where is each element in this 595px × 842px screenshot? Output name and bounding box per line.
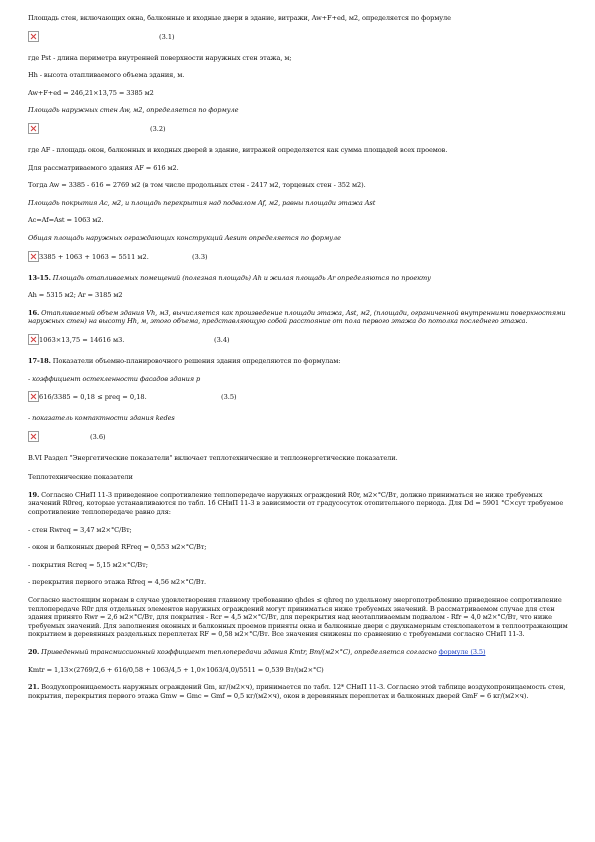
paragraph: Площадь наружных стен Aw, м2, определяется по формуле: [28, 106, 239, 115]
list-item: - перекрытия первого этажа Rfreq = 4,56 м2×°С/Вт.: [28, 578, 206, 587]
paragraph: Ac=Af=Ast = 1063 м2.: [28, 216, 104, 225]
paragraph: Aw+F+ed = 246,21×13,75 = 3385 м2: [28, 88, 154, 97]
paragraph: [28, 648, 568, 657]
broken-image-icon: [28, 31, 39, 42]
formula-number: (3.1): [159, 32, 175, 41]
formula-row: [28, 391, 568, 405]
formula-link[interactable]: формуле (3.5): [438, 648, 486, 656]
list-item: - стен Rwreq = 3,47 м2×°С/Вт;: [28, 525, 132, 534]
item-number: 21.: [28, 683, 40, 692]
paragraph: Ah = 5315 м2; Ar = 3185 м2: [28, 291, 123, 300]
paragraph: Общая площадь наружных ограждающих конструкций Aesum определяется по формуле: [28, 233, 341, 242]
paragraph: Согласно настоящим нормам в случае удовлетворения главному требованию qhdes ≤ qhreq по удельному энергопотреблению приведенное сопротивление теплопередаче R0r для отдельных элементов наружных ограждений могут приниматься ниже требуемых значений. В рассматриваемом случае для стен здания принято Rwr = 2,6 м2×°С/Вт, для покрытия - Rcr = 4,5 м2×°С/Вт, для перекрытия над неотапливаемым подвалом - Rfr = 4,0 м2×°С/Вт, что ниже требуемых значений. Для заполнения оконных и балконных проемов приняты окна и балконные двери с двухкамерным стеклопакетом в теплоотражающим покрытием в деревянных раздельных переплетах RF = 0,58 м2×°С/Вт. Все значения снижены по сравнению с требуемыми согласно СНиП 11-3.: [28, 596, 568, 639]
formula-row: [28, 31, 568, 45]
broken-image-icon: [28, 123, 39, 134]
paragraph: [28, 309, 568, 326]
paragraph: [28, 357, 568, 366]
paragraph: Площадь стен, включающих окна, балконные и входные двери в здание, витражи, Aw+F+ed, м2, определяется по формуле: [28, 14, 451, 22]
paragraph: [28, 274, 568, 283]
paragraph: - показатель компактности здания kedes: [28, 414, 175, 423]
paragraph: Hh - высота отапливаемого объема здания, м.: [28, 71, 185, 80]
item-text: Воздухопроницаемость наружных ограждений Gm, кг/(м2×ч), принимается по табл. 12* СНиП 11-3. Согласно этой таблице воздухопроницаемость стен, покрытия, перекрытия первого этажа Gmw = Gmc = Gmf = 0,5 кг/(м2×ч), окон в деревянных переплетах и балконных дверей GmF = 6 кг/(м2×ч).: [28, 683, 566, 700]
item-text: Отапливаемый объем здания Vh, м3, вычисляется как произведение площади этажа, Ast, м2, (площади, ограниченной внутренними поверхностями наружных стен) на высоту Hh, м, этого объема, представляющую собой расстояние от пола первого этажа до потолка последнего этажа.: [28, 308, 566, 326]
formula-row: [28, 251, 568, 265]
item-text: Показатели объемно-планировочного решения здания определяются по формулам:: [50, 356, 341, 365]
paragraph: - коэффициент остекленности фасадов здания p: [28, 374, 201, 383]
item-number: 20.: [28, 648, 40, 656]
paragraph: где AF - площадь окон, балконных и входных дверей в здание, витражей определяется как сумма площадей всех проемов.: [28, 145, 448, 154]
formula-text: 1063×13,75 = 14616 м3.: [39, 335, 125, 344]
section-heading: Теплотехнические показатели: [28, 473, 133, 482]
broken-image-icon: [28, 334, 39, 345]
formula-row: [28, 123, 568, 137]
formula-text: 3385 + 1063 + 1063 = 5511 м2.: [39, 252, 149, 261]
item-number: 17-18.: [28, 356, 51, 365]
broken-image-icon: [28, 431, 39, 442]
formula-row: [28, 431, 568, 445]
item-number: 13-15.: [28, 273, 51, 282]
item-text: Площадь отапливаемых помещений (полезная площадь) Ah и жилая площадь Ar определяются по проекту: [50, 273, 431, 282]
paragraph: [28, 491, 568, 517]
formula-number: (3.2): [150, 124, 166, 133]
paragraph: Площадь покрытия Ac, м2, и площадь перекрытия над подвалом Af, м2, равны площади этажа Ast: [28, 198, 376, 207]
broken-image-icon: [28, 251, 39, 262]
item-text: Согласно СНиП 11-3 приведенное сопротивление теплопередаче наружных ограждений R0r, м2×°С/Вт, должно приниматься не ниже требуемых значений R0req, которые устанавливаются по табл. 1б СНиП 11-3 в зависимости от градусосуток отопительного периода. Для Dd = 5901 °С×сут требуемое сопротивление теплопередаче равно для:: [28, 490, 564, 517]
formula-number: (3.5): [221, 393, 237, 402]
formula-number: (3.4): [214, 335, 230, 344]
paragraph: Для рассматриваемого здания AF = 616 м2.: [28, 163, 179, 172]
paragraph: В.VI Раздел "Энергетические показатели" включает теплотехнические и теплоэнергетические показатели.: [28, 453, 398, 462]
formula-number: (3.6): [90, 432, 106, 441]
broken-image-icon: [28, 391, 39, 402]
item-number: 16.: [28, 308, 40, 317]
formula-row: [28, 334, 568, 348]
item-number: 19.: [28, 490, 40, 499]
formula-number: (3.3): [192, 252, 208, 261]
list-item: - покрытия Rcreq = 5,15 м2×°С/Вт;: [28, 560, 148, 569]
paragraph: [28, 683, 568, 700]
paragraph: Kmtr = 1,13×(2769/2,6 + 616/0,58 + 1063/4,5 + 1,0×1063/4,0)/5511 = 0,539 Вт/(м2×°С): [28, 665, 324, 674]
formula-text: 616/3385 = 0,18 ≤ preq = 0,18.: [39, 393, 147, 402]
paragraph: где Pst - длина периметра внутренней поверхности наружных стен этажа, м;: [28, 53, 292, 62]
item-text: Приведенный трансмиссионный коэффициент теплопередачи здания Kmtr, Вт/(м2×°С), определяется согласно: [39, 648, 439, 656]
list-item: - окон и балконных дверей RFreq = 0,553 м2×°С/Вт;: [28, 543, 207, 552]
document-body: [28, 14, 568, 700]
paragraph: Тогда Aw = 3385 - 616 = 2769 м2 (в том числе продольных стен - 2417 м2, торцевых стен - 352 м2).: [28, 181, 366, 190]
